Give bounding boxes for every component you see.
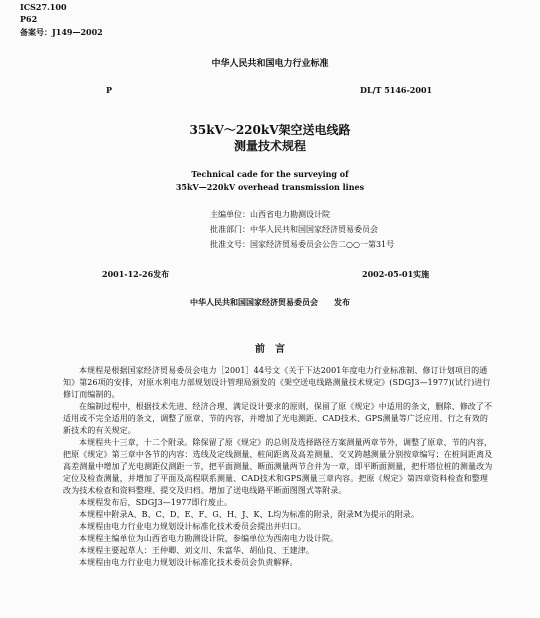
p-code: P62: [20, 14, 38, 24]
info-approval-doc: 批准文号：国家经济贸易委员会公告二○○一第31号: [210, 240, 395, 249]
implement-date: 2002-05-01实施: [362, 269, 430, 279]
foreword-paragraph: 在编制过程中，根据技术先进、经济合理、满足设计要求的原则，保留了原《规定》中适用的条文，删除、修改了不适用或不完全适用的条文，调整了原章、节的内容，并增加了光电测距、CAD技术、GPS测量等广泛应用、行之有效的新技术的有关规定。: [63, 402, 493, 435]
foreword-paragraph: 本规程共十三章，十二个附录。除保留了原《规定》的总则及选择路径方案测量两章节外，调整了原章、节的内容，把原《规定》第三章中各节的内容：选线及定线测量、桩间距离及高差测量、交叉跨越测量分别按章编写；在桩间距离及高差测量中增加了光电测距仪测距一节，把平面测量、断面测量两节合并为一章，即平断面测量，把杆塔位桩的测量改为定位及检查测量，并增加了平面及高程联系测量、CAD技术和GPS测量三章内容。把原《规定》第四章资料检查和整理改为技术检查和资料整理、提交及归档。增加了送电线路平断面图图式等附录。: [63, 438, 493, 495]
info-approval-dept: 批准部门：中华人民共和国国家经济贸易委员会: [210, 225, 378, 234]
publish-date: 2001-12-26发布: [102, 269, 170, 279]
foreword-title: 前 言: [255, 344, 285, 355]
title-en-line2: 35kV—220kV overhead transmission lines: [175, 182, 365, 192]
info-editor-unit: 主编单位：山西省电力勘测设计院: [210, 210, 330, 219]
issuer: 中华人民共和国国家经济贸易委员会 发布: [190, 297, 350, 307]
foreword-paragraph: 本规程主编单位为山西省电力勘测设计院，参编单位为西南电力设计院。: [79, 534, 339, 543]
foreword-body: [63, 365, 493, 569]
foreword-paragraph: 本规程由电力行业电力规划设计标准化技术委员会负责解释。: [79, 558, 298, 567]
standard-code: DL/T 5146-2001: [360, 85, 433, 95]
foreword-paragraph: 本规程由电力行业电力规划设计标准化技术委员会提出并归口。: [79, 522, 306, 531]
title-cn-line1: 35kV～220kV架空送电线路: [189, 123, 351, 137]
title-cn-line2: 测量技术规程: [233, 139, 306, 153]
foreword-paragraph: 本规程中附录A、B、C、D、E、F、G、H、J、K、L均为标准的附录，附录M为提示的附录。: [79, 510, 420, 519]
foreword-paragraph: 本规程发布后，SDGJ3—1977即行废止。: [79, 498, 233, 507]
standard-type: 中华人民共和国电力行业标准: [211, 59, 329, 69]
filing-number: 备案号：J149—2002: [20, 27, 103, 37]
foreword-paragraph: 本规程是根据国家经济贸易委员会电力［2001］44号文《关于下达2001年度电力行业标准制、修订计划项目的通知》第26项的安排，对原水利电力部规划设计管理局颁发的《架空送电线路测量技术规定》(SDGJ3—1977)(试行)进行修订而编制的。: [63, 366, 491, 399]
cover-left-label: P: [106, 85, 113, 95]
ics-code: ICS27.100: [20, 2, 67, 12]
foreword-paragraph: 本规程主要起草人：王仲卿、刘文川、朱富华、胡仙良、王建津。: [79, 546, 314, 555]
title-en-line1: Technical cade for the surveying of: [191, 169, 349, 179]
